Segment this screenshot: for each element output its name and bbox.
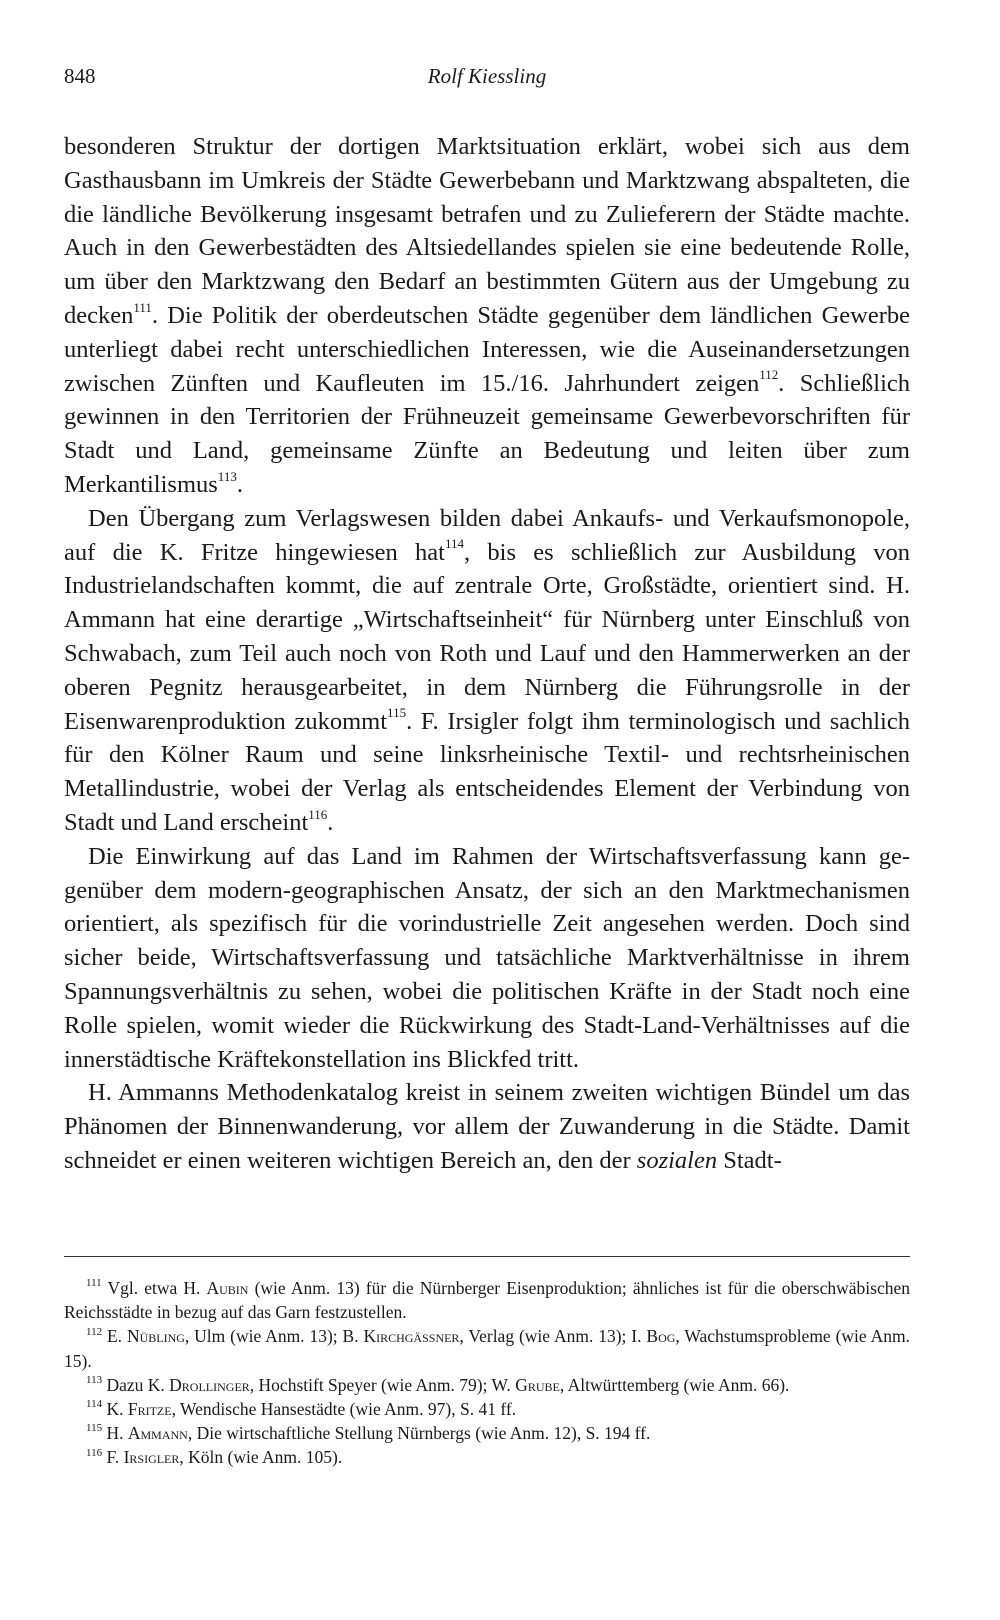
author-name: Ammann <box>127 1423 188 1444</box>
footnote-ref: 116 <box>308 806 328 822</box>
text-run: , Hochstift Speyer (wie Anm. 79); W. <box>249 1374 516 1395</box>
author-name: Irsigler <box>123 1447 180 1468</box>
footnote <box>64 1445 910 1469</box>
text-run: besonderen Struktur der dortigen Marktsituation erklärt, wobei sich aus dem Gasthausbann im Umkreis der Städte Gewerbebann und Marktzwang abspalteten, die die ländliche Bevölkerung insgesamt betrafen und zu Zulieferern der Städte machte. Auch in den Gewerbestädten des Altsiedellandes spielen sie eine bedeutende Rolle, um über den Marktzwang den Bedarf an bestimmten Gütern aus der Umgebung zu decken <box>64 133 910 329</box>
author-name: Fritze <box>127 1399 172 1420</box>
footnote-number: 115 <box>86 1422 103 1435</box>
text-run: E. <box>102 1326 127 1347</box>
text-run: . Die Politik der oberdeutschen Städte gegenüber dem ländlichen Gewerbe unterliegt dabei recht unterschiedlichen Interessen, wie die Auseinandersetzungen zwischen Zünften und Kaufleuten im 15./16. Jahrhundert zeigen <box>64 301 910 397</box>
author-name: Aubin <box>206 1278 249 1298</box>
text-run: , Die wirtschaftliche Stellung Nürnbergs (wie Anm. 12), S. 194 ff. <box>187 1423 651 1444</box>
text-run: , Ulm (wie Anm. 13); B. <box>184 1326 364 1347</box>
text-run: . Schließlich gewinnen in den Territorien der Frühneuzeit gemeinsame Gewerbevorschriften für Stadt und Land, gemeinsame Zünfte an Bedeutung und leiten über zum Merkantilismus <box>64 369 910 498</box>
footnote <box>64 1421 910 1445</box>
text-run: , Altwürttemberg (wie Anm. 66). <box>559 1374 790 1395</box>
text-run: Die Einwirkung auf das Land im Rahmen der Wirtschaftsverfassung kann gegenüber dem modern-geographischen Ansatz, der sich an den Marktmechanismen orientiert, als spezifisch für die vorindustrielle Zeit angesehen werden. Doch sind sicher beide, Wirtschaftsverfassung und tatsächliche Marktverhältnisse in ihrem Spannungsverhältnis zu sehen, wobei die politischen Kräfte in der Stadt noch eine Rolle spielen, womit wieder die Rückwirkung des Stadt-Land-Verhältnisses auf die innerstädtische Kräftekonstellation ins Blickfed tritt. <box>64 842 910 1073</box>
text-run: (wie Anm. 13) für die Nürnberger Eisenproduktion; ähnliches ist für die oberschwäbischen Reichsstädte in bezug auf das Garn festzustellen. <box>64 1278 910 1323</box>
text-run: , Verlag (wie Anm. 13); I. <box>459 1326 647 1347</box>
footnote-separator <box>64 1256 910 1257</box>
footnotes <box>64 1276 910 1470</box>
text-run: H. Ammanns Methodenkatalog kreist in seinem zweiten wichtigen Bündel um das Phänomen der Binnenwanderung, vor allem der Zuwanderung in die Städte. Damit schneidet er einen weiteren wichtigen Bereich an, den der <box>64 1079 910 1174</box>
author-name: Kirchgässner <box>363 1326 460 1347</box>
text-run: . <box>327 808 334 836</box>
footnote-number: 111 <box>86 1277 102 1290</box>
footnote-ref: 114 <box>444 536 465 552</box>
running-head: Rolf Kiessling <box>427 64 547 88</box>
footnote <box>64 1324 910 1372</box>
author-name: Nübling <box>126 1326 185 1347</box>
author-name: Drollinger <box>169 1374 250 1395</box>
paragraph <box>64 502 910 840</box>
footnote-ref: 112 <box>759 367 779 383</box>
italic-text: sozialen <box>636 1146 718 1174</box>
text-run: H. <box>102 1423 128 1444</box>
footnote <box>64 1373 910 1397</box>
footnote-number: 114 <box>86 1398 103 1411</box>
text-run: , Köln (wie Anm. 105). <box>179 1447 343 1468</box>
footnote <box>64 1276 910 1324</box>
text-run: . <box>236 470 243 498</box>
text-run: F. <box>102 1447 124 1468</box>
footnote-number: 113 <box>86 1373 103 1386</box>
footnote-ref: 113 <box>217 468 237 484</box>
footnote-ref: 115 <box>387 705 407 721</box>
text-run: Vgl. etwa H. <box>101 1278 207 1298</box>
text-run: Dazu K. <box>102 1374 170 1395</box>
text-run: Den Übergang zum Verlagswesen bilden dabei Ankaufs- und Verkaufsmonopole, auf die K. Fritze hingewiesen hat <box>64 504 910 566</box>
footnote <box>64 1397 910 1421</box>
page-number: 848 <box>64 64 96 88</box>
author-name: Bog <box>646 1326 676 1347</box>
paragraph <box>64 840 910 1077</box>
footnote-number: 112 <box>86 1325 103 1338</box>
author-name: Grube <box>515 1374 560 1395</box>
text-run: , Wendische Hansestädte (wie Anm. 97), S. 41 ff. <box>171 1399 517 1420</box>
text-run: Stadt- <box>717 1146 782 1174</box>
paragraph <box>64 130 910 502</box>
footnote-ref: 111 <box>133 299 152 315</box>
text-run: , Wachstumsprobleme (wie Anm. 15). <box>64 1326 910 1371</box>
text-run: . F. Irsigler folgt ihm terminologisch und sachlich für den Kölner Raum und seine linksrheinische Textil- und rechtsrheinischen Metallindustrie, wobei der Verlag als entscheidendes Element der Verbindung von Stadt und Land erscheint <box>64 707 910 836</box>
paragraph <box>64 1076 910 1177</box>
page-header <box>64 64 910 98</box>
body-text <box>64 130 910 1178</box>
text-run: K. <box>102 1399 128 1420</box>
footnote-number: 116 <box>86 1446 103 1459</box>
text-run: , bis es schließlich zur Ausbildung von Industrielandschaften kommt, die auf zentrale Orte, Großstädte, orientiert sind. H. Ammann hat eine derartige „Wirtschaftseinheit“ für Nürnberg unter Einschluß von Schwabach, zum Teil auch noch von Roth und Lauf und den Hammerwerken an der oberen Pegnitz herausgearbeitet, in dem Nürnberg die Führungsrolle in der Eisenwarenproduktion zukommt <box>64 538 910 735</box>
